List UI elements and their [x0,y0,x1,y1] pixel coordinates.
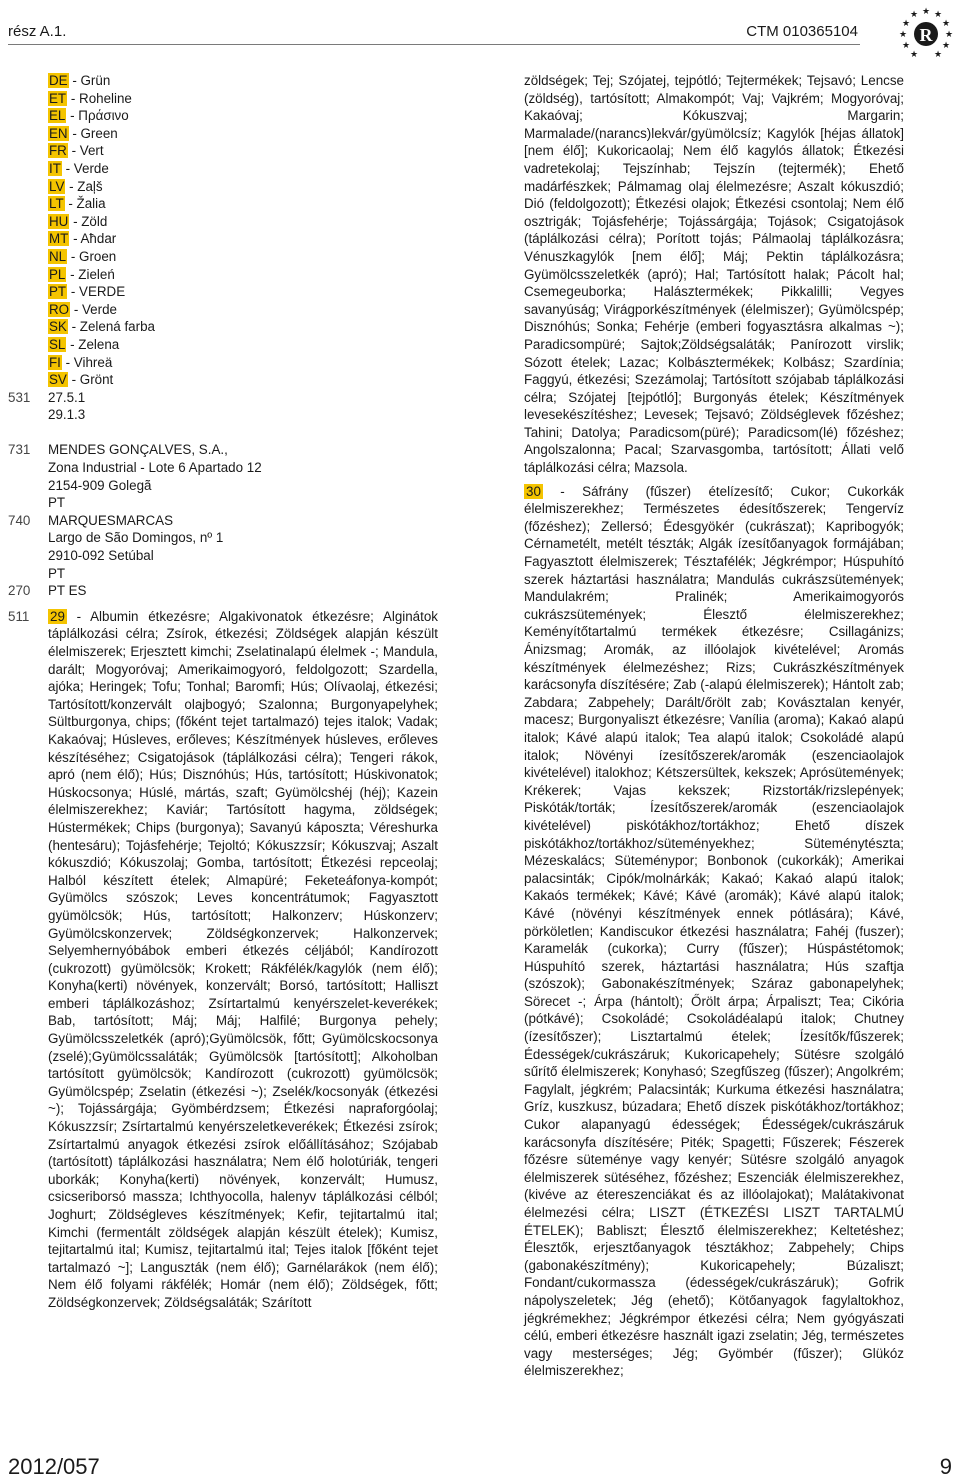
svg-text:★: ★ [933,50,943,60]
language-code: MT [49,231,69,247]
svg-text:★: ★ [941,19,951,29]
svg-text:★: ★ [901,41,911,51]
svg-text:★: ★ [901,19,911,29]
applicant-address: Zona Industrial - Lote 6 Apartado 12 [48,460,262,476]
color-language-item [48,301,438,319]
color-name: - Green [68,125,118,141]
color-language-item [48,336,438,354]
left-column [8,72,438,1312]
right-column [524,72,904,1380]
field-740 [8,512,438,582]
language-code: FR [49,143,67,159]
color-name: - Zelená farba [67,319,155,335]
color-language-item [48,283,438,301]
applicant-city: 2154-909 Golegã [48,477,152,493]
color-name: - Roheline [67,90,132,106]
svg-text:★: ★ [941,41,951,51]
svg-text:★: ★ [944,30,954,40]
language-code: LT [49,196,64,212]
color-language-item [48,142,438,160]
representative-city: 2910-092 Setúbal [48,548,154,564]
color-language-item [48,213,438,231]
color-language-item [48,371,438,389]
field-code: 731 [8,442,31,458]
color-name: - Verde [70,301,117,317]
language-code: NL [49,248,67,264]
goods-class-30 [524,483,904,1380]
color-language-item [48,125,438,143]
language-code: ET [49,90,67,106]
svg-text:★: ★ [921,7,931,17]
applicant-name: MENDES GONÇALVES, S.A., [48,442,228,458]
field-code: 511 [8,608,30,624]
language-code: PL [49,266,66,282]
representative-address: Largo de São Domingos, nº 1 [48,530,224,546]
color-name: - Žalia [64,196,106,212]
color-language-item [48,195,438,213]
color-language-item [48,72,438,90]
class-29-text: - Albumin étkezésre; Algakivonatok étkezésre; Alginátok táplálkozási célra; Zsírok, étkezési; Zöldségek alapján készült élelmiszerek; Erjesztett kimchi; Zselatinalapú élelmek -; Mandula, darált; Mogyoróvaj; Amerikaimogyoró, feldolgozott; Szardella, ajóka; Heringek; Tofu; Tonhal; Baromfi; Hús; Olívaolaj, étkezési; Tartósított/konzervált olajbogyó; Szalonna; Burgonyapelyhek; Sültburgonya, chips; (főként tejet tartalmazó) tejes italok; Vadak; Kakaóvaj; Húsleves, erőleves; Készítmények húsleves, erőleves készítéséhez; Csigatojások (táplálkozási célra); Tengeri rákok, apró (nem élő); Hús; Disznóhús; Hús, tartósított; Húskivonatok; Húskocsonya; Húslé, mártás, szaft; Gyümölcshéj (héj); Kazein élelmiszerekhez; Kaviár; Tartósított hagyma, zöldségek; Hústermékek; Chips (burgonya); Savanyú káposzta; Véreshurka (hentesáru); Tojásfehérje; Tejoltó; Kókuszzsír; Kókuszvaj; Aszalt kókuszdió; Kókuszolaj; Gomba, tartósított; Étkezési repceolaj; Halból készített ételek; Almapüré; Feketeáfonya-kompót; Gyümölcs szószok; Leves koncentrátumok; Fagyasztott gyümölcsök; Hús, tartósított; Halkonzerv; Húskonzerv; Gyümölcskonzervek; Zöldségkonzervek; Halkonzervek; Selyemhernyóbábok emberi étkezés céljából; Kandírozott (cukrozott) gyümölcsök; Krokett; Rákfélék/kagylók (nem élő); Konyha(kerti) növények, konzervált; Borsó, tartósított; Halliszt emberi táplálkozáshoz; Zsírtartalmú kenyérszelet-keverékek; Bab, tartósított; Máj; Máj; Halfilé; Burgonya pehely; Gyümölcsszeletkék (apró);Gyümölcsök, főtt; Gyümölcskocsonya (zselé);Gyümölcssaláták; Gyümölcsök [tartósított]; Alkoholban tartósított gyümölcsök; Kandírozott (cukrozott) gyümölcsök; Gyümölcspép; Zselatin (étkezési ~); Zselék/kocsonyák (étkezési ~); Tojássárgája; Gyömbérdzsem; Étkezési napraforgóolaj; Kókuszzsír; Zsírtartalmú kenyérszeletkeverékek; Étkezési zsírok; Zsírtartalmú anyagok étkezési zsírok előállításához; Szójabab (tartósított) táplálkozási használatra; Nem élő holotúriák, tengeri uborkák; Konyha(kerti) növények, konzervált; Humusz, csicseriborsó massza; Ichthyocolla, halenyv táplálkozási célból; Joghurt; Zöldségleves készítmények; Kefir, tejitartalmú ital; Kimchi (fermentált zöldségek alapján készült ételek); Kumisz, tejitartalmú ital; Kumisz, tejitartalmú ital; Tejes italok [főként tejet tartalmazó ~]; Languszták (nem élő); Garnélarákok (nem élő); Nem élő folyami rákfélék; Homár (nem élő); Zöldségek, főtt; Zöldségkonzervek; Zöldségsaláták; Szárított [48,608,438,1310]
color-name: - Zöld [69,213,108,229]
color-language-item [48,107,438,125]
svg-text:★: ★ [909,50,919,60]
language-code: RO [49,301,70,317]
representative-country: PT [48,565,66,581]
color-language-item [48,160,438,178]
goods-continuation: zöldségek; Tej; Szójatej, tejpótló; Tejtermékek; Tejsavó; Lencse (zöldség), tartósított; Almakompót; Vaj; Vajkrém; Mogyoróvaj; Kakaóvaj; Kókuszvaj; Margarin; Marmalade/(narancs)lekvár/gyümölcsíz; Kagylók [héjas állatok] [nem élő]; Kukoricaolaj; Nem élő kagylós állatok; Étkezési vadretekolaj; Tejszínhab; Tejszín (tejtermék); Ehető madárfészkek; Pálmamag olaj élelmezésre; Aszalt kókuszdió; Dió (feldolgozott); Étkezési olajok; Étkezési csontolaj; Nem élő osztrigák; Tojásfehérje; Tojássárgája; Tojások; Csigatojások (táplálkozási célra); Porított tojás; Pálmaolaj táplálkozásra; Vénuszkagylók [nem élő]; Máj; Pektin táplálkozásra; Gyümölcsszeletkék (apró); Hal; Tartósított halak; Pácolt hal; Csemegeuborka; Halásztermékek; Pikkalilli; Vegyes savanyúság; Virágporkészítmények (élelmiszer); Gyümölcspép; Disznóhús; Sonka; Fehérje (emberi fogyasztásra alkalmas ~); Paradicsompüré; Sajtok;Zöldségsaláták; Panírozott virslik; Sózott ételek; Lazac; Kolbásztermékek; Kolbász; Szardínia; Faggyú, étkezési; Szezámolaj; Tartósított szójabab táplálkozási célra; Szójatej [tejpótló]; Burgonyás ételek; Készítmények levesekészítéshez; Levesek; Tejsavó; Zöldséglevek főzéshez; Tahini; Datolya; Paradicsom(püré); Paradicsom(lé) főzéshez; Angolszalonna; Pacal; Szarvasgomba, tartósított; Állati velő táplálkozási célra; Mazsola. [524,73,904,476]
color-name: - Verde [61,160,109,176]
languages-value: PT ES [48,583,87,599]
language-code: SK [49,319,67,335]
svg-text:★: ★ [898,30,908,40]
color-name: - Vihreä [61,354,113,370]
color-name: - Πράσινο [66,108,129,124]
svg-text:★: ★ [909,10,919,20]
color-language-list [8,72,438,389]
field-731 [8,441,438,511]
language-code: EL [49,108,66,124]
color-name: - Zaļš [65,178,103,194]
color-language-item [48,230,438,248]
language-code: EN [49,125,68,141]
applicant-country: PT [48,495,66,511]
issue-number: 2012/057 [8,1454,100,1479]
color-language-item [48,248,438,266]
page-number: 9 [939,1454,952,1479]
goods-class-29 [48,608,438,1312]
language-code: PT [49,284,67,300]
color-name: - Vert [67,143,104,159]
class-number-badge: 30 [526,483,541,499]
color-language-item [48,90,438,108]
color-name: - Grün [68,73,111,88]
class-30-text: - Sáfrány (fűszer) ételízesítő; Cukor; Cukorkák élelmiszerekhez; Természetes édesítőszerek; Tengervíz (főzéshez); Zellersó; Édesgyökér (cukrászat); Kapribogyók; Cérnametélt, metélt tészták; Algák ízesítőanyagok formájában; Fagyasztott élelmiszerek; Tésztafélék; Jégkrémpor; Húspuhító szerek háztartási használatra; Mandulás cukrászsütemények; Mandulakrém; Pralinék; Amerikaimogyorós cukrászsütemények; Élesztő élelmiszerekhez; Keményítőtartalmú termékek étkezésre; Csillagánizs; Ánizsmag; Aromák, az illóolajok kivételével; Aromás készítmények élelmezéshez; Rizs; Cukrászkészítmények karácsonyfa díszítésére; Zab (-alapú élelmiszerek); Hántolt zab; Zabdara; Zabpehely; Darált/őrölt zab; Kovásztalan kenyér, macesz; Burgonyaliszt étkezésre; Vanília (aroma); Kakaó alapú italok; Kávé alapú italok; Tea alapú italok; Csokoládé alapú italok; Növényi ízesítőszerek/aromák (eszenciaolajok kivételével) italokhoz; Kétszersültek, kekszek; Aprósütemények; Krékerek; Vajas kekszek; Rizstorták/rizslepények; Piskóták/torták; Ízesítőszerek/aromák (eszenciaolajok kivételével) piskótákhoz/tortákhoz; Ehető díszek piskótákhoz/tortákhoz/süteményekhez; Süteménytészta; Mézeskalács; Süteménypor; Bonbonok (cukorkák); Amerikai palacsinták; Cipók/molnárkák; Kakaó; Kakaó alapú italok; Kakaós termékek; Kávé; Kávé (aromák); Kávé alapú italok; Kávé (növényi készítmények ennek pótlására); Kávé, pörköletlen; Kandiscukor étkezési használatra; Fahéj (fuszer); Karamelák (cukorka); Curry (fűszer); Húspástétomok; Húspuhító szerek, háztartási használatra; Hús szaftja (szószok); Gabonakészítmények; Száraz gabonapelyhek; Sörecet -; Árpa (hántolt); Őrölt árpa; Árpaliszt; Tea; Cikória (pótkávé); Csokoládé; Csokoládéalapú italok; Chutney (ízesítőszer); Lisztartalmú ételek; Ízesítők/fűszerek; Édességek/cukrászáruk; Kukoricapehely; Sütésre szolgáló sűrítő élelmiszerek; Konyhasó; Szegfűszeg (fűszer); Angolkrém; Fagylalt, jégkrém; Palacsinták; Kurkuma étkezési használatra; Gríz, kuszkusz, búzadara; Ehető díszek piskótákhoz/tortákhoz; Cukor alapanyagú édességek; Édességek/cukrászáruk karácsonyfa díszítésére; Piték; Spagetti; Fűszerek; Fészerek főzésre süteménye vagy kenyér; Sütésre szolgáló anyagok élelmiszerek sütéséhez, főzéshez; Eszenciák élelmiszerekhez,(kivéve az étereszenciákat és az illóolajokat); Malátakivonat élelmezési célra; LISZT (ÉTKEZÉSI LISZT TARTALMÚ ÉTELEK); Babliszt; Élesztő élelmiszerekhez; Keltetéshez; Élesztők, erjesztőanyagok tésztákhoz; Zabpehely; Chips (gabonakészítmény); Kukoricapehely; Búzaliszt; Fondant/cukormassza (édességek/cukrászáruk); Gofrik nápolyszeletek; Jég (ehető); Kötőanyagok fagylaltokhoz, jégkrémekhez; Jégkrémpor étkezési célra; Nem gyógyászati célú, emberi étkezésre használt igazi zselatin; Jég, természetes vagy mesterséges; Jég; Gyömbér (fűszer); Glükóz élelmiszerekhez; [524,483,904,1379]
section-label: rész A.1. [8,23,67,40]
color-language-item [48,318,438,336]
language-code: IT [49,160,61,176]
language-code: DE [49,73,68,88]
class-number-badge: 29 [50,608,65,624]
trademark-number: CTM 010365104 [746,23,858,40]
vienna-code: 27.5.1 [48,389,86,405]
color-name: - Zieleń [66,266,115,282]
field-531 [8,389,438,424]
field-270 [8,582,438,600]
svg-text:★: ★ [933,10,943,20]
page-header [0,0,960,60]
field-511 [8,608,438,1312]
vienna-code: 29.1.3 [48,407,86,423]
language-code: FI [49,354,61,370]
representative-name: MARQUESMARCAS [48,512,173,528]
language-code: SL [49,336,66,352]
color-name: - Grönt [67,372,114,388]
color-name: - Aħdar [69,231,117,247]
color-language-item [48,266,438,284]
field-code: 531 [8,389,31,405]
eu-emblem-icon [898,4,954,60]
color-name: - VERDE [67,284,126,300]
color-language-item [48,178,438,196]
color-name: - Groen [67,248,117,264]
color-language-item [48,354,438,372]
svg-text:R: R [919,25,933,45]
header-rule [8,44,860,45]
language-code: HU [49,213,69,229]
color-name: - Zelena [66,336,120,352]
field-code: 740 [8,512,31,528]
field-code: 270 [8,583,31,599]
language-code: LV [49,178,65,194]
language-code: SV [49,372,67,388]
